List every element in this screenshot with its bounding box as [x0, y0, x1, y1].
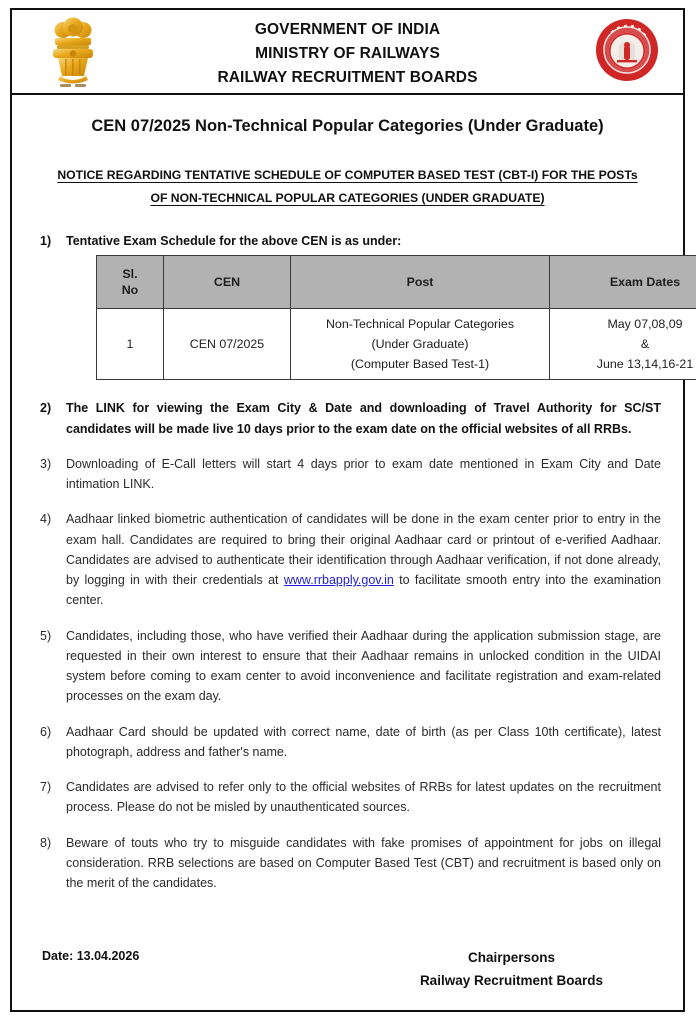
column-header-cen: CEN	[164, 256, 291, 309]
cell-post-line2: (Under Graduate)	[371, 337, 469, 352]
list-item-5-number: 5)	[40, 628, 52, 643]
indian-railways-logo-icon	[595, 18, 659, 82]
notice-heading-line-2: OF NON-TECHNICAL POPULAR CATEGORIES (UNDER GRADUATE)	[150, 190, 545, 205]
column-header-exam-dates: Exam Dates	[550, 256, 696, 309]
cell-exam-dates	[550, 309, 696, 380]
cell-cen: CEN 07/2025	[164, 309, 291, 380]
list-item-4-text-part2: to facilitate smooth entry into the examination center.	[66, 573, 661, 608]
notice-page	[10, 8, 694, 1012]
cell-sl-no: 1	[97, 309, 164, 380]
cell-post	[291, 309, 550, 380]
list-item-5	[40, 626, 661, 707]
list-item-6-text: Aadhaar Card should be updated with correct name, date of birth (as per Class 10th certificate), latest photograph, address and father's name.	[66, 724, 661, 759]
header-line-government: GOVERNMENT OF INDIA	[254, 21, 441, 38]
signature-designation: Chairpersons	[467, 950, 555, 966]
rrbapply-link[interactable]: www.rrbapply.gov.in	[283, 573, 394, 588]
list-item-6	[40, 722, 661, 763]
notice-body	[40, 231, 694, 893]
table-header-row	[97, 256, 696, 309]
header-line-ministry: MINISTRY OF RAILWAYS	[255, 45, 440, 63]
india-national-emblem-icon	[44, 14, 102, 92]
list-item-2-number: 2)	[40, 401, 52, 416]
cell-post-line1: Non-Technical Popular Categories	[325, 317, 515, 332]
document-footer	[12, 947, 683, 992]
signature-organisation: Railway Recruitment Boards	[419, 972, 603, 988]
notice-date: Date: 13.04.2026	[42, 949, 140, 964]
notice-heading-line-1: NOTICE REGARDING TENTATIVE SCHEDULE OF COMPUTER BASED TEST (CBT-I) FOR THE POSTs	[57, 168, 638, 182]
table-row	[97, 309, 696, 380]
column-header-sl-no-line2: No	[121, 283, 139, 298]
list-item-7-text: Candidates are advised to refer only to the official websites of RRBs for latest updates on the recruitment process. Please do not be misled by unauthenticated sources.	[66, 780, 661, 815]
list-item-2-text: The LINK for viewing the Exam City & Date and downloading of Travel Authority for SC/ST candidates will be made live 10 days prior to the exam date on the official websites of all RRBs.	[66, 401, 661, 436]
list-item-4	[40, 509, 661, 610]
list-item-4-text-part1: Aadhaar linked biometric authentication of candidates will be done in the exam center prior to entry in the exam hall. Candidates are required to bring their original Aadhaar card or printout of e-verified Aadhaar. Candidates are advised to authenticate their identification through Aadhaar verification, if not done already, by logging in with their credentials at	[66, 512, 661, 588]
header-title-block	[122, 18, 573, 90]
cell-exam-dates-line3: June 13,14,16-21	[596, 357, 694, 372]
exam-schedule-table-wrapper	[96, 255, 694, 380]
list-item-5-text: Candidates, including those, who have verified their Aadhaar during the application submission stage, are requested in their own interest to ensure that their Aadhaar remains in unlocked condition in the UIDAI system before coming to exam center to avoid inconvenience and facilitate registration and exam-related processes on the exam day.	[66, 628, 661, 704]
list-item-8-number: 8)	[40, 835, 52, 850]
column-header-sl-no	[97, 256, 164, 309]
list-item-1-number: 1)	[40, 234, 52, 249]
column-header-sl-no-line1: Sl.	[122, 266, 138, 281]
cell-exam-dates-line1: May 07,08,09	[607, 317, 683, 332]
list-item-3-text: Downloading of E-Call letters will start 4 days prior to exam date mentioned in Exam City and Date intimation LINK.	[66, 456, 661, 492]
list-item-6-number: 6)	[40, 724, 52, 739]
page-title: CEN 07/2025 Non-Technical Popular Categories (Under Graduate)	[91, 117, 604, 135]
list-item-8	[40, 833, 661, 894]
list-item-4-number: 4)	[40, 512, 52, 527]
list-item-1	[40, 231, 661, 251]
cell-post-line3: (Computer Based Test-1)	[350, 357, 490, 372]
list-item-7-number: 7)	[40, 780, 52, 795]
list-item-4-text	[66, 509, 661, 610]
header-line-rrb: RAILWAY RECRUITMENT BOARDS	[217, 69, 478, 87]
cell-exam-dates-line2: &	[640, 337, 650, 352]
document-header	[12, 10, 683, 95]
list-item-3	[40, 454, 661, 495]
notice-heading	[30, 164, 665, 209]
list-item-3-number: 3)	[40, 456, 52, 471]
list-item-2	[40, 398, 661, 439]
list-item-7	[40, 777, 661, 818]
exam-schedule-table	[96, 255, 696, 380]
list-item-1-text: Tentative Exam Schedule for the above CEN is as under:	[66, 234, 402, 249]
list-item-8-text: Beware of touts who try to misguide candidates with fake promises of appointment for jobs on illegal consideration. RRB selections are based on Computer Based Test (CBT) and recruitment is based only on the merit of the candidates.	[66, 835, 661, 891]
column-header-post: Post	[291, 256, 550, 309]
signature-block	[420, 947, 603, 992]
